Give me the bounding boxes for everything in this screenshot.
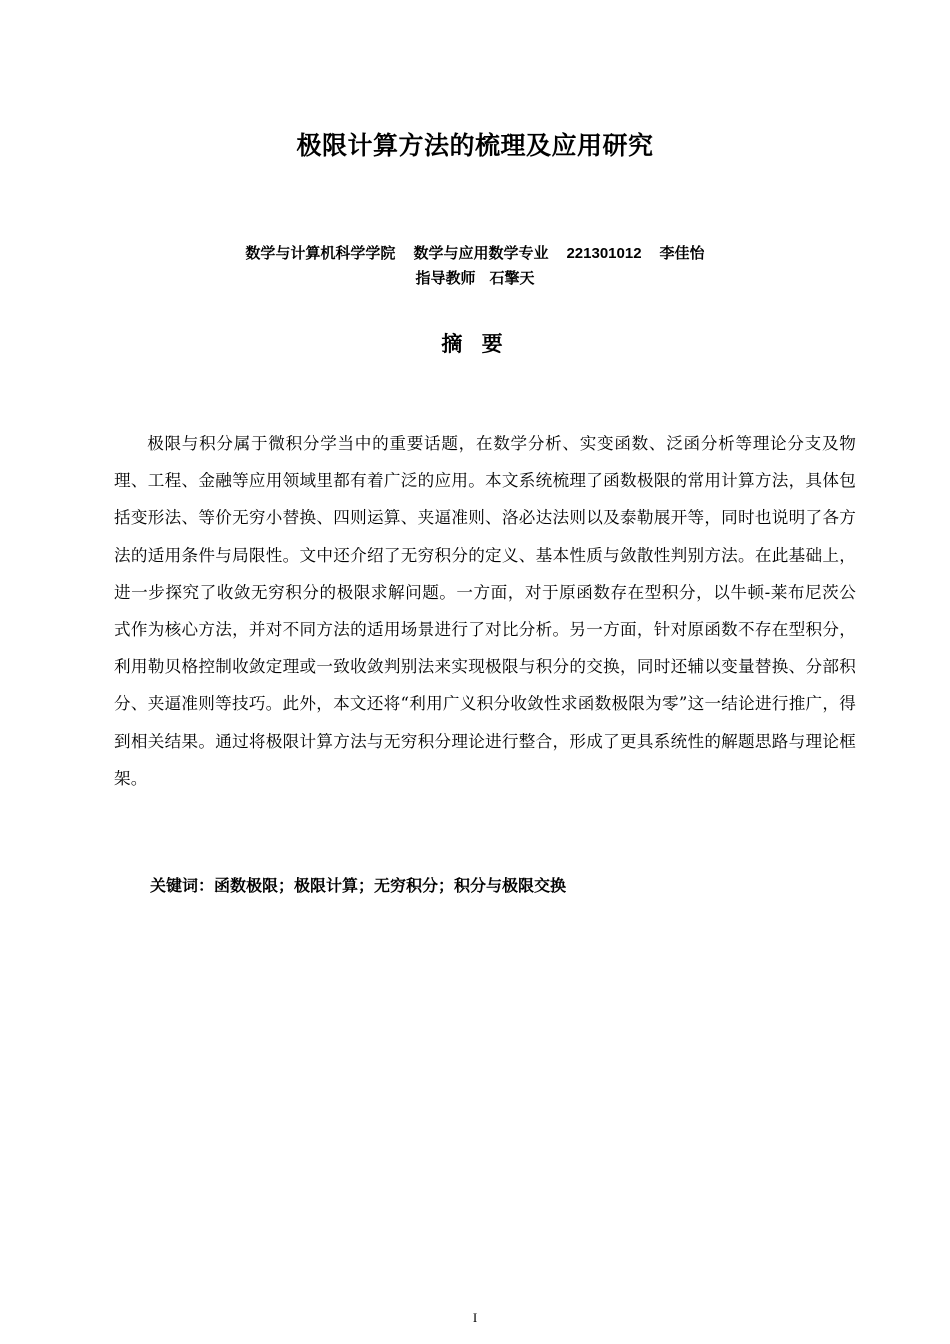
advisor-line	[0, 266, 950, 290]
author-student-id: 221301012	[566, 245, 642, 262]
abstract-heading: 摘 要	[441, 332, 509, 356]
page-number: I	[472, 1310, 478, 1325]
advisor-name: 石擎天	[489, 269, 535, 287]
author-line	[0, 241, 950, 266]
abstract-body: 极限与积分属于微积分学当中的重要话题，在数学分析、实变函数、泛函分析等理论分支及物理、工程、金融等应用领域里都有着广泛的应用。本文系统梳理了函数极限的常用计算方法，具体包括变形法、等价无穷小替换、四则运算、夹逼准则、洛必达法则以及泰勒展开等，同时也说明了各方法的适用条件与局限性。文中还介绍了无穷积分的定义、基本性质与敛散性判别方法。在此基础上，进一步探究了收敛无穷积分的极限求解问题。一方面，对于原函数存在型积分，以牛顿-莱布尼茨公式作为核心方法，并对不同方法的适用场景进行了对比分析。另一方面，针对原函数不存在型积分，利用勒贝格控制收敛定理或一致收敛判别法来实现极限与积分的交换，同时还辅以变量替换、分部积分、夹逼准则等技巧。此外，本文还将“利用广义积分收敛性求函数极限为零”这一结论进行推广，得到相关结果。通过将极限计算方法与无穷积分理论进行整合，形成了更具系统性的解题思路与理论框架。	[114, 434, 856, 788]
keywords-line: 关键词：函数极限；极限计算；无穷积分；积分与极限交换	[150, 876, 567, 895]
author-college: 数学与计算机科学学院	[245, 244, 396, 262]
author-name: 李佳怡	[659, 244, 705, 262]
author-major: 数学与应用数学专业	[413, 244, 549, 262]
advisor-label: 指导教师	[415, 269, 476, 287]
paper-title: 极限计算方法的梳理及应用研究	[296, 131, 654, 160]
